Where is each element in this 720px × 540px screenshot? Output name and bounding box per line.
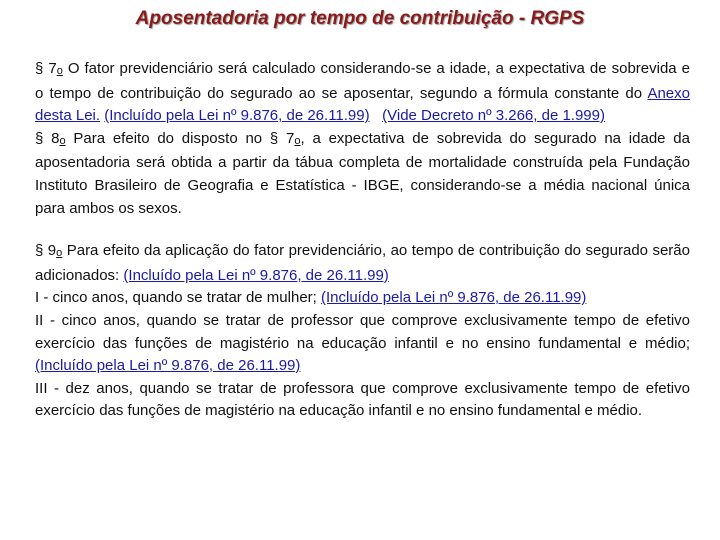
incluido-lei-link[interactable]: (Incluído pela Lei nº 9.876, de 26.11.99) xyxy=(321,289,587,307)
ordinal-marker: o xyxy=(294,134,301,147)
section-symbol: § 9 xyxy=(35,242,57,260)
vide-decreto-link[interactable]: (Vide Decreto nº 3.266, de 1.999) xyxy=(382,107,605,125)
item-1 xyxy=(35,287,690,310)
paragraph-text: , a expectativa de sobrevida do segurado na idade da aposentadoria será obtida a partir da tábua completa de mortalidade construída pela Fundação Instituto Brasileiro de Geografia e Estatística - IBGE, considerando-se a média nacional única para ambos os sexos. xyxy=(35,129,690,217)
section-symbol: § 7 xyxy=(35,60,57,77)
incluido-lei-link[interactable]: (Incluído pela Lei nº 9.876, de 26.11.99) xyxy=(123,266,389,284)
paragraph-text: Para efeito do disposto no § 7 xyxy=(65,129,295,147)
section-symbol: § 8 xyxy=(35,129,60,147)
ordinal-marker: o xyxy=(56,247,63,260)
incluido-lei-link[interactable]: (Incluído pela Lei nº 9.876, de 26.11.99) xyxy=(104,107,370,125)
paragraph-text: O fator previdenciário será calculado considerando-se a idade, a expectativa de sobrevida e o tempo de contribuição do segurado ao se aposentar, segundo a fórmula constante do xyxy=(35,60,690,102)
paragraph-7 xyxy=(35,58,690,128)
anexo-link[interactable]: Anexo desta Lei. xyxy=(35,84,690,125)
item-3 xyxy=(35,378,690,423)
incluido-lei-link[interactable]: (Incluído pela Lei nº 9.876, de 26.11.99) xyxy=(35,357,301,375)
paragraph-9 xyxy=(35,240,690,287)
item-text: I - cinco anos, quando se tratar de mulher; xyxy=(35,289,321,307)
page-title: Aposentadoria por tempo de contribuição - RGPS xyxy=(135,8,585,29)
spacer xyxy=(370,107,383,124)
ordinal-marker: o xyxy=(56,65,63,77)
paragraph-text: Para efeito da aplicação do fator previdenciário, ao tempo de contribuição do segurado serão adicionados: xyxy=(35,242,690,284)
document-body xyxy=(35,58,690,423)
paragraph-8 xyxy=(35,128,690,220)
item-2 xyxy=(35,310,690,378)
item-text: II - cinco anos, quando se tratar de professor que comprove exclusivamente tempo de efetivo exercício das funções de magistério na educação infantil e no ensino fundamental e médio; xyxy=(35,311,690,352)
item-text: III - dez anos, quando se tratar de professora que comprove exclusivamente tempo de efetivo exercício das funções de magistério na educação infantil e no ensino fundamental e médio. xyxy=(35,379,690,420)
ordinal-marker: o xyxy=(59,134,66,147)
